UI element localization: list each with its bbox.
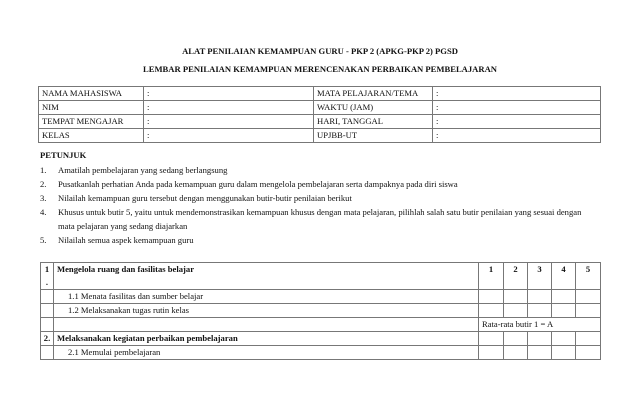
list-item: 5. Nilailah semua aspek kemampuan guru [40, 235, 194, 245]
field-label: UPJBB-UT [314, 129, 433, 143]
instruction-list [40, 163, 600, 247]
score-cell[interactable] [479, 346, 504, 360]
score-cell[interactable] [504, 290, 528, 304]
score-cell[interactable] [504, 346, 528, 360]
field-label: WAKTU (JAM) [314, 101, 433, 115]
score-cell[interactable] [552, 290, 576, 304]
score-cell[interactable] [576, 346, 601, 360]
score-cell[interactable] [528, 304, 552, 318]
field-label: TEMPAT MENGAJAR [39, 115, 144, 129]
table-row [41, 346, 601, 360]
section-title: Mengelola ruang dan fasilitas belajar [54, 263, 479, 290]
score-cell[interactable] [528, 290, 552, 304]
score-cell[interactable] [479, 332, 504, 346]
identity-row [39, 87, 601, 101]
score-cell[interactable] [504, 332, 528, 346]
field-value[interactable]: : [144, 87, 314, 101]
score-cell[interactable] [552, 332, 576, 346]
list-item: 4. Khusus untuk butir 5, yaitu untuk mendemonstrasikan kemampuan khusus dengan mata pelajaran, pilihlah salah satu butir penilaian yang sesuai dengan mata pelajaran yang sedang diajarkan [40, 207, 582, 231]
identity-row [39, 115, 601, 129]
field-label: MATA PELAJARAN/TEMA [314, 87, 433, 101]
list-item: 3. Nilailah kemampuan guru tersebut dengan menggunakan butir-butir penilaian berikut [40, 193, 352, 203]
field-value[interactable]: : [433, 129, 601, 143]
section-row [41, 332, 601, 346]
field-label: NIM [39, 101, 144, 115]
document-subtitle: LEMBAR PENILAIAN KEMAMPUAN MERENCENAKAN PERBAIKAN PEMBELAJARAN [142, 64, 498, 74]
item-label: 2.1 Memulai pembelajaran [54, 346, 479, 360]
section-title: Melaksanakan kegiatan perbaikan pembelajaran [54, 332, 479, 346]
score-cell[interactable] [576, 332, 601, 346]
item-label: 1.1 Menata fasilitas dan sumber belajar [54, 290, 479, 304]
assessment-table [40, 262, 601, 360]
score-cell[interactable] [552, 304, 576, 318]
score-cell[interactable] [479, 290, 504, 304]
field-label: HARI, TANGGAL [314, 115, 433, 129]
identity-row [39, 129, 601, 143]
score-cell[interactable] [528, 332, 552, 346]
identity-row [39, 101, 601, 115]
average-row [41, 318, 601, 332]
item-label: 1.2 Melaksanakan tugas rutin kelas [54, 304, 479, 318]
score-cell[interactable] [479, 304, 504, 318]
field-value[interactable]: : [433, 87, 601, 101]
score-header-3: 3 [528, 263, 552, 290]
average-label: Rata-rata butir 1 = A [479, 318, 601, 332]
field-value[interactable]: : [144, 115, 314, 129]
score-cell[interactable] [576, 290, 601, 304]
identity-table [38, 86, 601, 143]
field-value[interactable]: : [144, 129, 314, 143]
list-item: 1. Amatilah pembelajaran yang sedang berlangsung [40, 165, 228, 175]
field-value[interactable]: : [144, 101, 314, 115]
field-label: NAMA MAHASISWA [39, 87, 144, 101]
section-number: 2. [41, 332, 54, 346]
score-header-2: 2 [504, 263, 528, 290]
score-cell[interactable] [576, 304, 601, 318]
field-value[interactable]: : [433, 101, 601, 115]
field-label: KELAS [39, 129, 144, 143]
score-header-5: 5 [576, 263, 601, 290]
score-header-1: 1 [479, 263, 504, 290]
document-title: ALAT PENILAIAN KEMAMPUAN GURU - PKP 2 (APKG-PKP 2) PGSD [182, 46, 458, 56]
score-cell[interactable] [504, 304, 528, 318]
petunjuk-heading: PETUNJUK [40, 150, 87, 160]
field-value[interactable]: : [433, 115, 601, 129]
score-header-4: 4 [552, 263, 576, 290]
table-row [41, 304, 601, 318]
score-cell[interactable] [552, 346, 576, 360]
list-item: 2. Pusatkanlah perhatian Anda pada kemampuan guru dalam mengelola pembelajaran serta dampaknya pada diri siswa [40, 179, 458, 189]
section-number: 1 . [41, 263, 54, 290]
section-row [41, 263, 601, 290]
score-cell[interactable] [528, 346, 552, 360]
table-row [41, 290, 601, 304]
